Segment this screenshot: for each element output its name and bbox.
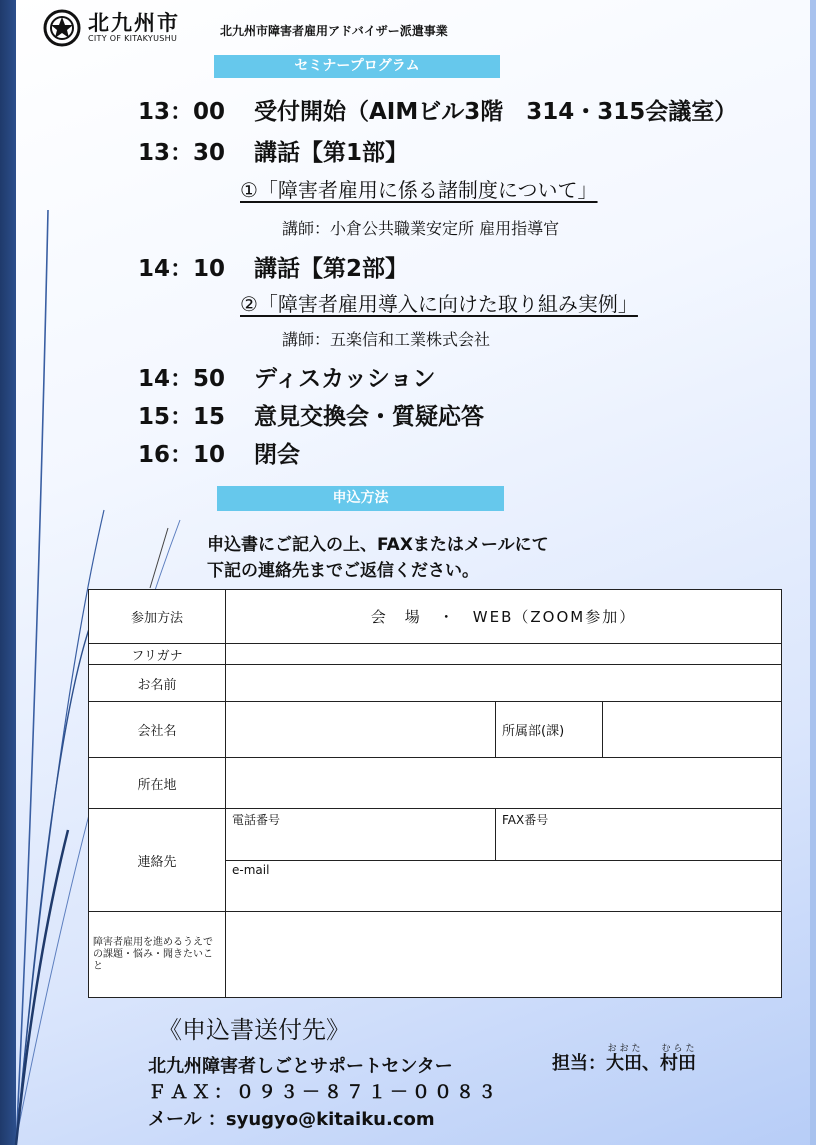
instruction-line: 申込書にご記入の上、FAXまたはメールにて <box>207 535 549 555</box>
send-to-heading: 《申込書送付先》 <box>158 1016 350 1044</box>
city-name: 北九州市 <box>88 11 180 35</box>
contact-person-name: 大田 <box>606 1053 642 1074</box>
contact-person-reading: むらた <box>660 1044 696 1054</box>
name-field[interactable] <box>226 665 782 702</box>
company-field[interactable] <box>226 702 496 758</box>
instruction-line: 下記の連絡先までご返信ください。 <box>207 561 479 581</box>
seminar-program-banner: セミナープログラム <box>214 55 500 78</box>
furigana-field[interactable] <box>226 644 782 665</box>
city-emblem-icon <box>42 8 82 48</box>
method-options[interactable]: 会 場 ・ WEB（ZOOM参加） <box>226 590 782 644</box>
talk-lecturer: 講師：小倉公共職業安定所 雇用指導官 <box>282 219 560 238</box>
contact-person-label: 担当： <box>552 1053 606 1074</box>
name-label: お名前 <box>89 665 226 702</box>
schedule-label: 受付開始（AIMビル3階 314・315会議室） <box>254 99 738 125</box>
contact-person-name: 村田 <box>660 1053 696 1074</box>
email-field[interactable] <box>226 861 782 912</box>
city-name-en: CITY OF KITAKYUSHU <box>88 34 178 43</box>
fax-label: FAX番号 <box>502 813 549 827</box>
schedule-time: 14：50 <box>138 366 226 392</box>
address-field[interactable] <box>226 758 782 809</box>
phone-label: 電話番号 <box>232 813 281 827</box>
city-logo <box>42 8 180 48</box>
schedule-time: 13：30 <box>138 140 226 166</box>
schedule-time: 16：10 <box>138 442 226 468</box>
department-field[interactable] <box>603 702 782 758</box>
talk-title: ②「障害者雇用導入に向けた取り組み実例」 <box>240 292 638 316</box>
application-form-table <box>88 589 782 998</box>
contact-separator: 、 <box>642 1053 660 1074</box>
furigana-label: フリガナ <box>89 644 226 665</box>
schedule-item <box>138 360 435 393</box>
fax-number: ＦＡＸ：０９３－８７１－００８３ <box>148 1082 500 1103</box>
email-address[interactable]: メール ：syugyo@kitaiku.com <box>148 1109 435 1130</box>
support-center-name: 北九州障害者しごとサポートセンター <box>148 1056 453 1077</box>
contact-person-reading: おおた <box>606 1044 642 1054</box>
schedule-item <box>138 250 408 283</box>
schedule-label: 閉会 <box>254 442 300 468</box>
issues-field[interactable] <box>226 912 782 998</box>
schedule-item <box>138 398 484 431</box>
schedule-label: 意見交換会・質疑応答 <box>254 404 484 430</box>
right-accent-bar <box>810 0 816 1145</box>
method-label: 参加方法 <box>89 590 226 644</box>
schedule-item <box>138 93 737 126</box>
project-title: 北九州市障害者雇用アドバイザー派遣事業 <box>220 24 448 38</box>
contact-label: 連絡先 <box>89 809 226 912</box>
fax-field[interactable] <box>496 809 782 861</box>
schedule-label: ディスカッション <box>254 366 436 392</box>
contact-persons <box>552 1044 696 1075</box>
schedule-item <box>138 134 408 167</box>
phone-field[interactable] <box>226 809 496 861</box>
schedule-item <box>138 436 300 469</box>
schedule-label: 講話【第1部】 <box>254 140 409 166</box>
issues-label: 障害者雇用を進めるうえでの課題・悩み・聞きたいこと <box>89 912 226 998</box>
talk-title: ①「障害者雇用に係る諸制度について」 <box>240 178 598 202</box>
schedule-time: 14：10 <box>138 256 226 282</box>
address-label: 所在地 <box>89 758 226 809</box>
department-label: 所属部(課) <box>496 702 603 758</box>
apply-method-banner: 申込方法 <box>217 486 504 511</box>
talk-lecturer: 講師：五楽信和工業株式会社 <box>282 330 491 349</box>
schedule-label: 講話【第2部】 <box>254 256 409 282</box>
email-label: e-mail <box>232 863 270 877</box>
company-label: 会社名 <box>89 702 226 758</box>
schedule-time: 13：00 <box>138 99 226 125</box>
schedule-time: 15：15 <box>138 404 226 430</box>
